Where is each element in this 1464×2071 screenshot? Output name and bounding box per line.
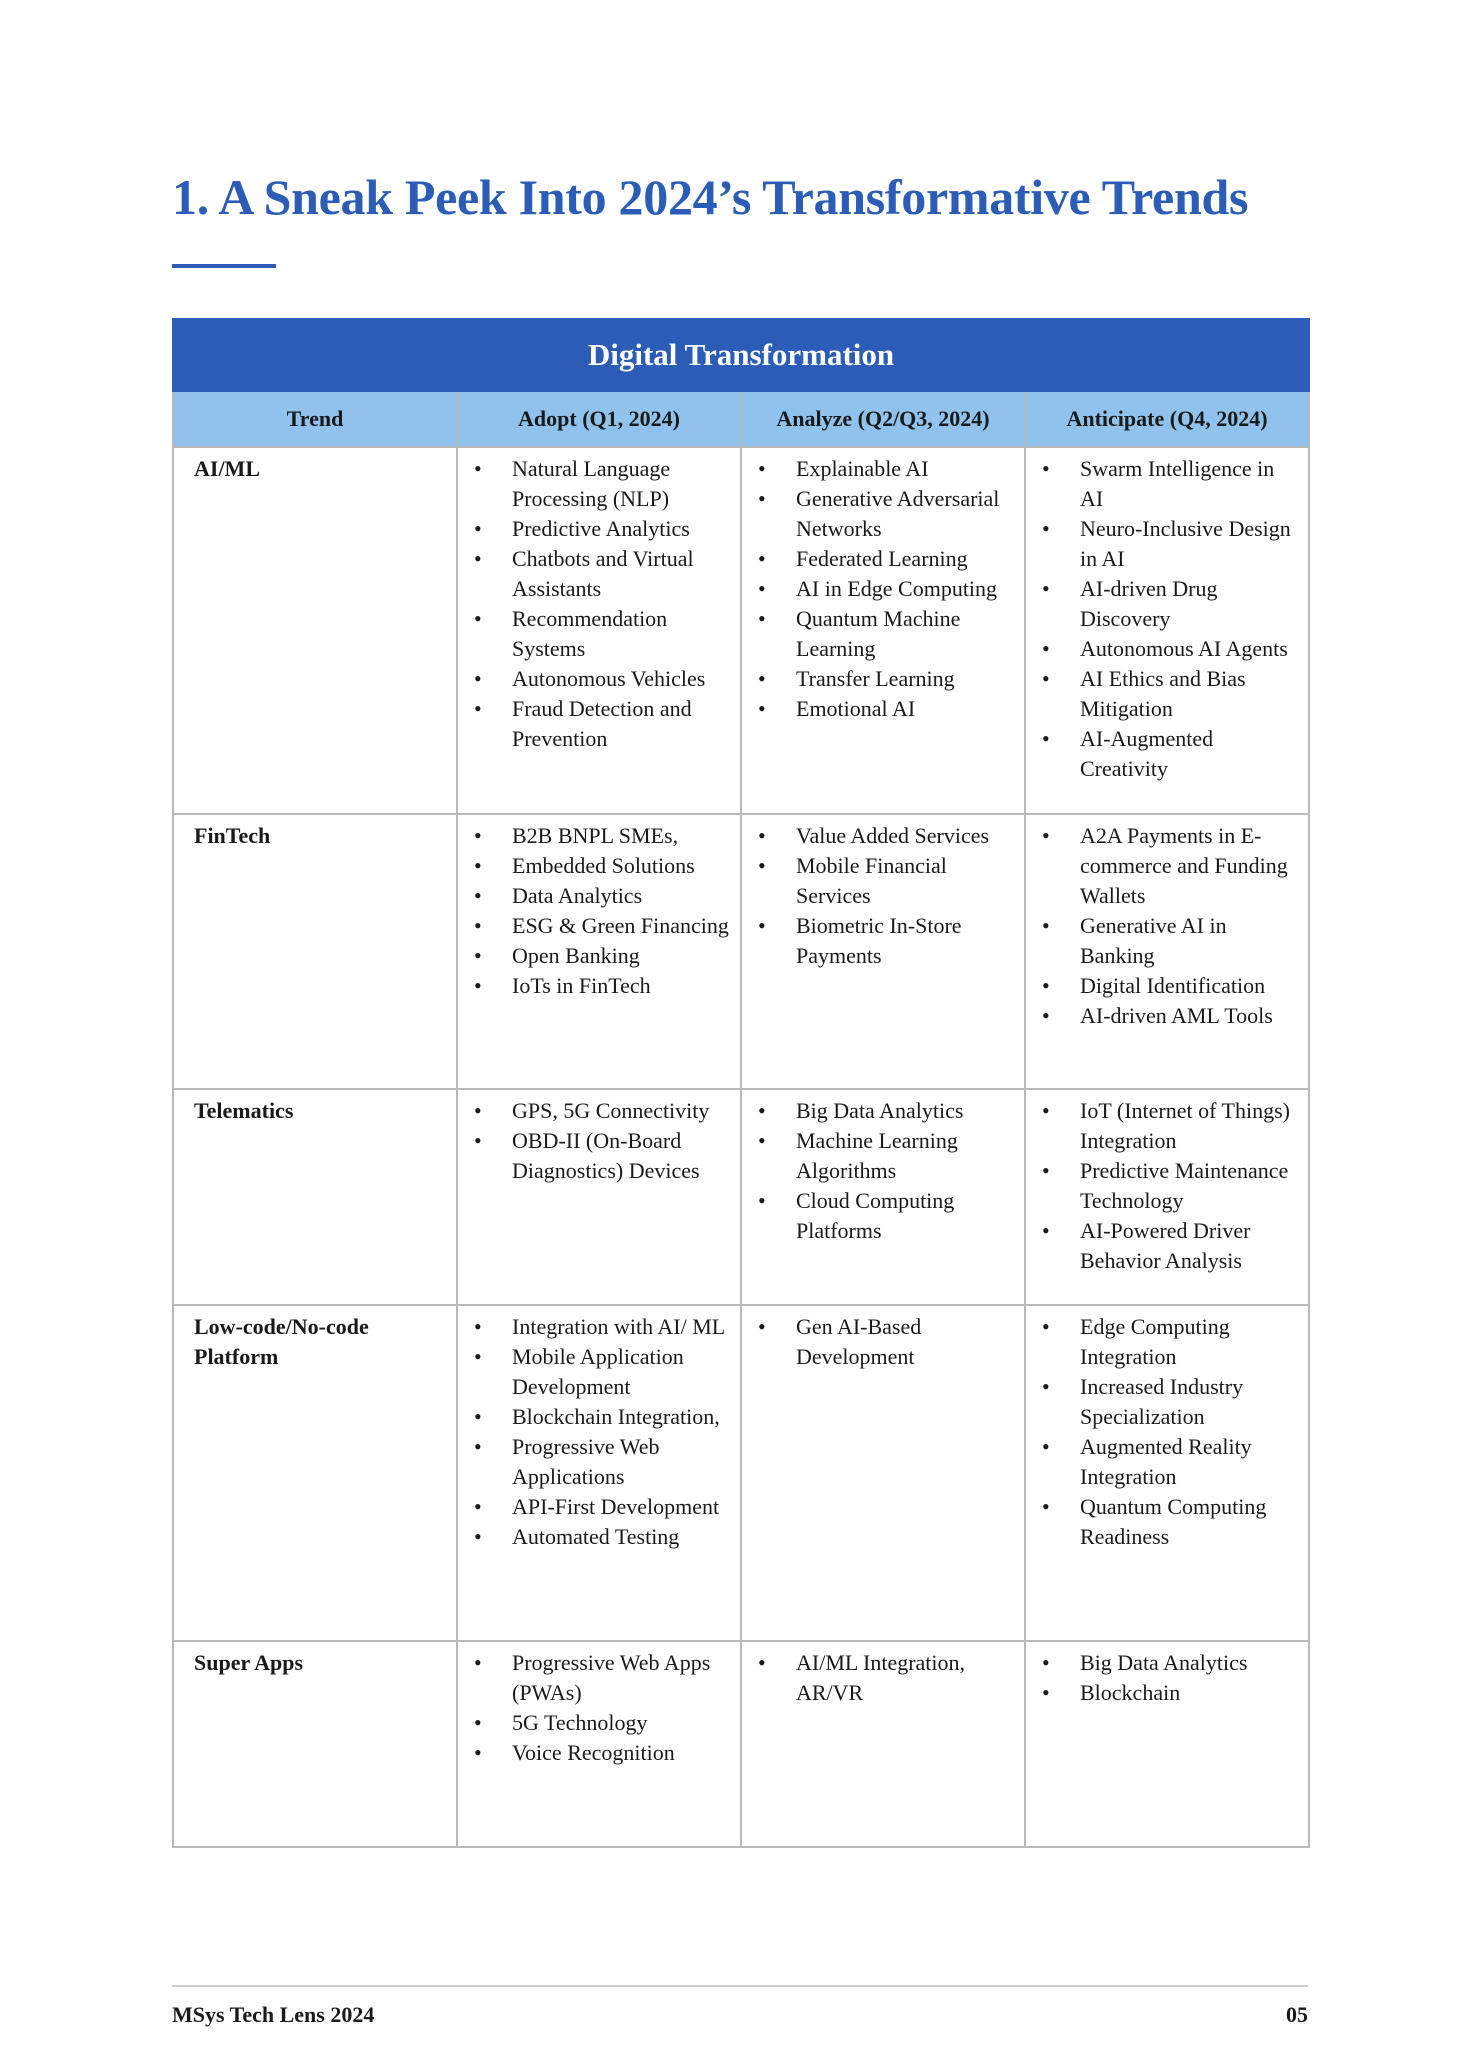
list-item: • Edge Computing Integration bbox=[1036, 1312, 1300, 1372]
list-item: • Progressive Web Applications bbox=[468, 1432, 732, 1492]
adopt-cell bbox=[457, 814, 741, 1089]
list-item: • Big Data Analytics bbox=[752, 1096, 1016, 1126]
trend-cell bbox=[173, 814, 457, 1089]
list-item: • Recommendation Systems bbox=[468, 604, 732, 664]
list-item: • ESG & Green Financing bbox=[468, 911, 732, 941]
trend-name: Telematics bbox=[194, 1098, 294, 1123]
header-anticipate: Anticipate (Q4, 2024) bbox=[1025, 391, 1309, 447]
list-item: • Big Data Analytics bbox=[1036, 1648, 1300, 1678]
bullet-list bbox=[468, 1096, 732, 1186]
trend-name: Super Apps bbox=[194, 1650, 304, 1675]
page-number: 05 bbox=[1286, 2002, 1308, 2027]
table-row bbox=[173, 814, 1309, 1089]
list-item: • Predictive Maintenance Technology bbox=[1036, 1156, 1300, 1216]
bullet-list bbox=[752, 454, 1016, 724]
list-item: • Blockchain bbox=[1036, 1678, 1300, 1708]
list-item: • Autonomous AI Agents bbox=[1036, 634, 1300, 664]
list-item: • Open Banking bbox=[468, 941, 732, 971]
list-item: • AI in Edge Computing bbox=[752, 574, 1016, 604]
list-item: • Neuro-Inclusive Design in AI bbox=[1036, 514, 1300, 574]
list-item: • Data Analytics bbox=[468, 881, 732, 911]
list-item: • AI-Powered Driver Behavior Analysis bbox=[1036, 1216, 1300, 1276]
list-item: • AI-driven Drug Discovery bbox=[1036, 574, 1300, 634]
bullet-list bbox=[752, 1096, 1016, 1246]
list-item: • 5G Technology bbox=[468, 1708, 732, 1738]
header-analyze: Analyze (Q2/Q3, 2024) bbox=[741, 391, 1025, 447]
list-item: • Fraud Detection and Prevention bbox=[468, 694, 732, 754]
list-item: • Progressive Web Apps (PWAs) bbox=[468, 1648, 732, 1708]
list-item: • Blockchain Integration, bbox=[468, 1402, 732, 1432]
list-item: • Biometric In-Store Payments bbox=[752, 911, 1016, 971]
list-item: • Embedded Solutions bbox=[468, 851, 732, 881]
trend-cell bbox=[173, 1641, 457, 1847]
bullet-list bbox=[752, 1648, 1016, 1708]
bullet-list bbox=[468, 1648, 732, 1768]
list-item: • Automated Testing bbox=[468, 1522, 732, 1552]
page-title: 1. A Sneak Peek Into 2024’s Transformative Trends bbox=[172, 169, 1249, 225]
analyze-cell bbox=[741, 447, 1025, 814]
list-item: • IoT (Internet of Things) Integration bbox=[1036, 1096, 1300, 1156]
adopt-cell bbox=[457, 1089, 741, 1305]
list-item: • Integration with AI/ ML bbox=[468, 1312, 732, 1342]
list-item: • Gen AI-Based Development bbox=[752, 1312, 1016, 1372]
anticipate-cell bbox=[1025, 1641, 1309, 1847]
list-item: • Chatbots and Virtual Assistants bbox=[468, 544, 732, 604]
table-banner: Digital Transformation bbox=[173, 319, 1309, 391]
bullet-list bbox=[1036, 821, 1300, 1031]
list-item: • B2B BNPL SMEs, bbox=[468, 821, 732, 851]
trend-cell bbox=[173, 1089, 457, 1305]
list-item: • Mobile Financial Services bbox=[752, 851, 1016, 911]
list-item: • Digital Identification bbox=[1036, 971, 1300, 1001]
analyze-cell bbox=[741, 1641, 1025, 1847]
list-item: • Increased Industry Specialization bbox=[1036, 1372, 1300, 1432]
list-item: • AI/ML Integration, AR/VR bbox=[752, 1648, 1016, 1708]
list-item: • Predictive Analytics bbox=[468, 514, 732, 544]
anticipate-cell bbox=[1025, 1305, 1309, 1641]
trend-name: FinTech bbox=[194, 823, 271, 848]
list-item: • IoTs in FinTech bbox=[468, 971, 732, 1001]
anticipate-cell bbox=[1025, 447, 1309, 814]
bullet-list bbox=[1036, 1096, 1300, 1276]
list-item: • Transfer Learning bbox=[752, 664, 1016, 694]
table-row bbox=[173, 447, 1309, 814]
list-item: • AI-driven AML Tools bbox=[1036, 1001, 1300, 1031]
trend-cell bbox=[173, 447, 457, 814]
digital-transformation-table bbox=[172, 318, 1310, 1848]
adopt-cell bbox=[457, 447, 741, 814]
adopt-cell bbox=[457, 1641, 741, 1847]
header-adopt: Adopt (Q1, 2024) bbox=[457, 391, 741, 447]
footer-publication: MSys Tech Lens 2024 bbox=[172, 2002, 375, 2027]
adopt-cell bbox=[457, 1305, 741, 1641]
list-item: • Emotional AI bbox=[752, 694, 1016, 724]
list-item: • Mobile Application Development bbox=[468, 1342, 732, 1402]
bullet-list bbox=[1036, 454, 1300, 784]
list-item: • Value Added Services bbox=[752, 821, 1016, 851]
list-item: • Natural Language Processing (NLP) bbox=[468, 454, 732, 514]
trend-name: Low-code/No-code Platform bbox=[194, 1314, 369, 1369]
analyze-cell bbox=[741, 814, 1025, 1089]
table-row bbox=[173, 1305, 1309, 1641]
list-item: • Quantum Computing Readiness bbox=[1036, 1492, 1300, 1552]
list-item: • Machine Learning Algorithms bbox=[752, 1126, 1016, 1186]
list-item: • A2A Payments in E-commerce and Funding Wallets bbox=[1036, 821, 1300, 911]
list-item: • Voice Recognition bbox=[468, 1738, 732, 1768]
analyze-cell bbox=[741, 1305, 1025, 1641]
list-item: • API-First Development bbox=[468, 1492, 732, 1522]
trend-cell bbox=[173, 1305, 457, 1641]
bullet-list bbox=[1036, 1312, 1300, 1552]
list-item: • AI-Augmented Creativity bbox=[1036, 724, 1300, 784]
bullet-list bbox=[468, 454, 732, 754]
bullet-list bbox=[468, 1312, 732, 1552]
bullet-list bbox=[752, 821, 1016, 971]
table-row bbox=[173, 1089, 1309, 1305]
analyze-cell bbox=[741, 1089, 1025, 1305]
list-item: • Swarm Intelligence in AI bbox=[1036, 454, 1300, 514]
table-row bbox=[173, 1641, 1309, 1847]
anticipate-cell bbox=[1025, 1089, 1309, 1305]
trend-name: AI/ML bbox=[194, 456, 260, 481]
anticipate-cell bbox=[1025, 814, 1309, 1089]
list-item: • Federated Learning bbox=[752, 544, 1016, 574]
list-item: • Quantum Machine Learning bbox=[752, 604, 1016, 664]
list-item: • Explainable AI bbox=[752, 454, 1016, 484]
list-item: • Cloud Computing Platforms bbox=[752, 1186, 1016, 1246]
title-underline bbox=[172, 264, 276, 268]
list-item: • Augmented Reality Integration bbox=[1036, 1432, 1300, 1492]
list-item: • Generative Adversarial Networks bbox=[752, 484, 1016, 544]
list-item: • Generative AI in Banking bbox=[1036, 911, 1300, 971]
bullet-list bbox=[468, 821, 732, 1001]
header-trend: Trend bbox=[173, 391, 457, 447]
list-item: • AI Ethics and Bias Mitigation bbox=[1036, 664, 1300, 724]
list-item: • OBD-II (On-Board Diagnostics) Devices bbox=[468, 1126, 732, 1186]
list-item: • Autonomous Vehicles bbox=[468, 664, 732, 694]
footer-divider bbox=[172, 1985, 1308, 1987]
bullet-list bbox=[752, 1312, 1016, 1372]
list-item: • GPS, 5G Connectivity bbox=[468, 1096, 732, 1126]
bullet-list bbox=[1036, 1648, 1300, 1708]
